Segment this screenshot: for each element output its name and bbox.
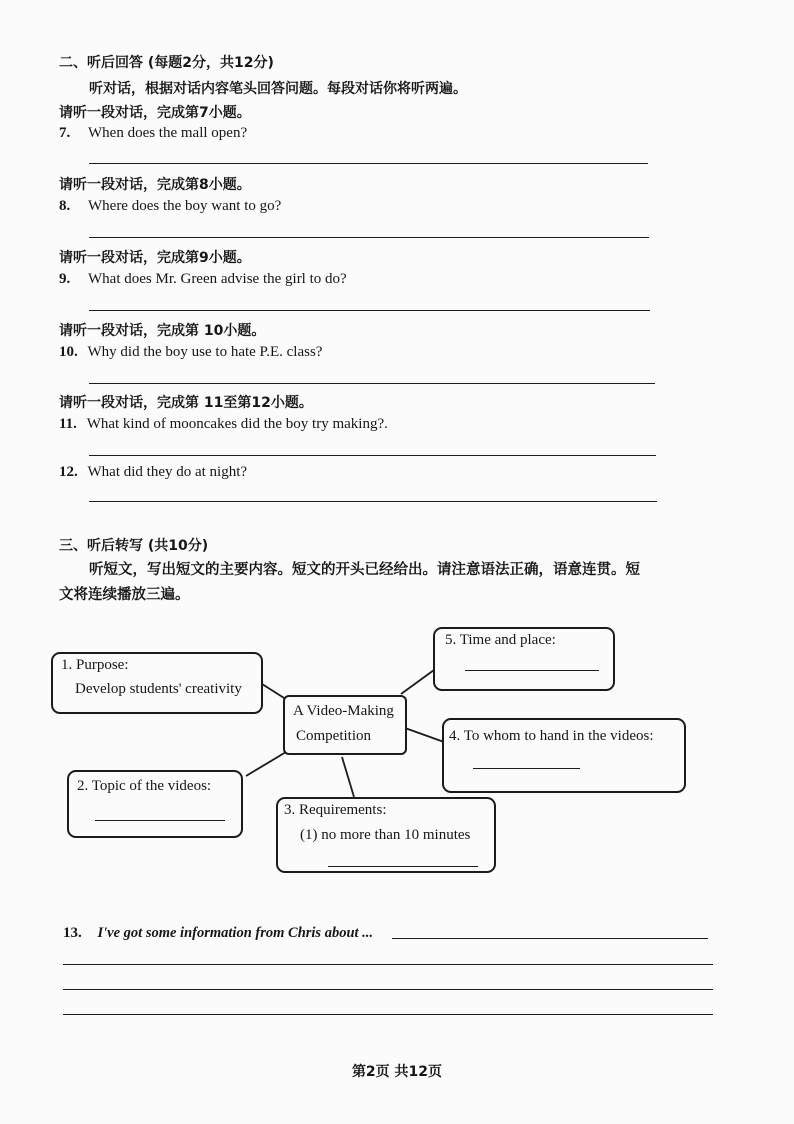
purpose-title: 1. Purpose: xyxy=(61,657,129,673)
question-number: 12. xyxy=(59,464,78,480)
time-place-title: 5. Time and place: xyxy=(445,632,556,648)
mindmap-center xyxy=(283,695,407,755)
requirement-2-blank[interactable] xyxy=(328,866,478,867)
topic-blank[interactable] xyxy=(95,820,225,821)
group-intro: 请听一段对话，完成第9小题。 xyxy=(59,250,251,266)
question-13 xyxy=(63,925,373,942)
requirement-1: (1) no more than 10 minutes xyxy=(300,827,471,843)
question-text: Why did the boy use to hate P.E. class? xyxy=(87,344,323,360)
center-title-line2: Competition xyxy=(296,728,371,744)
hand-in-box xyxy=(442,718,686,793)
section2-instruction: 听对话，根据对话内容笔头回答问题。每段对话你将听两遍。 xyxy=(89,81,467,97)
group-intro: 请听一段对话，完成第7小题。 xyxy=(59,105,251,121)
section3-heading: 三、听后转写 (共10分) xyxy=(59,538,209,554)
question-text: What does Mr. Green advise the girl to do? xyxy=(88,271,347,287)
writing-line[interactable] xyxy=(63,964,713,965)
center-title-line1: A Video-Making xyxy=(293,703,394,719)
purpose-text: Develop students' creativity xyxy=(75,681,242,697)
purpose-box xyxy=(51,652,263,714)
question-text: What did they do at night? xyxy=(87,464,248,480)
topic-box xyxy=(67,770,243,838)
group-intro: 请听一段对话，完成第 11至第12小题。 xyxy=(59,395,313,411)
question-number: 8. xyxy=(59,198,71,214)
writing-line[interactable] xyxy=(63,989,713,990)
page-number: 第2页 共12页 xyxy=(351,1064,443,1080)
question-text: When does the mall open? xyxy=(88,125,248,141)
hand-in-title: 4. To whom to hand in the videos: xyxy=(449,728,654,744)
question-number: 10. xyxy=(59,344,78,360)
time-place-box xyxy=(433,627,615,691)
group-intro: 请听一段对话，完成第8小题。 xyxy=(59,177,251,193)
question-number: 9. xyxy=(59,271,71,287)
section3-instruction-line1: 听短文，写出短文的主要内容。短文的开头已经给出。请注意语法正确，语意连贯。短 xyxy=(89,562,640,578)
section3-instruction-line2: 文将连续播放三遍。 xyxy=(59,587,190,603)
question-number: 11. xyxy=(59,416,77,432)
question-text: What kind of mooncakes did the boy try making?. xyxy=(86,416,388,432)
question-13-prompt: I've got some information from Chris about ... xyxy=(97,925,374,941)
requirements-box xyxy=(276,797,496,873)
question-number: 7. xyxy=(59,125,71,141)
writing-line[interactable] xyxy=(63,1014,713,1015)
hand-in-blank[interactable] xyxy=(473,768,580,769)
question-number: 13. xyxy=(63,925,82,941)
group-intro: 请听一段对话，完成第 10小题。 xyxy=(59,323,266,339)
question-text: Where does the boy want to go? xyxy=(88,198,282,214)
requirements-title: 3. Requirements: xyxy=(284,802,387,818)
topic-title: 2. Topic of the videos: xyxy=(77,778,212,794)
time-place-blank[interactable] xyxy=(465,670,599,671)
writing-line[interactable] xyxy=(392,938,708,939)
section2-heading: 二、听后回答 (每题2分，共12分) xyxy=(59,55,274,71)
